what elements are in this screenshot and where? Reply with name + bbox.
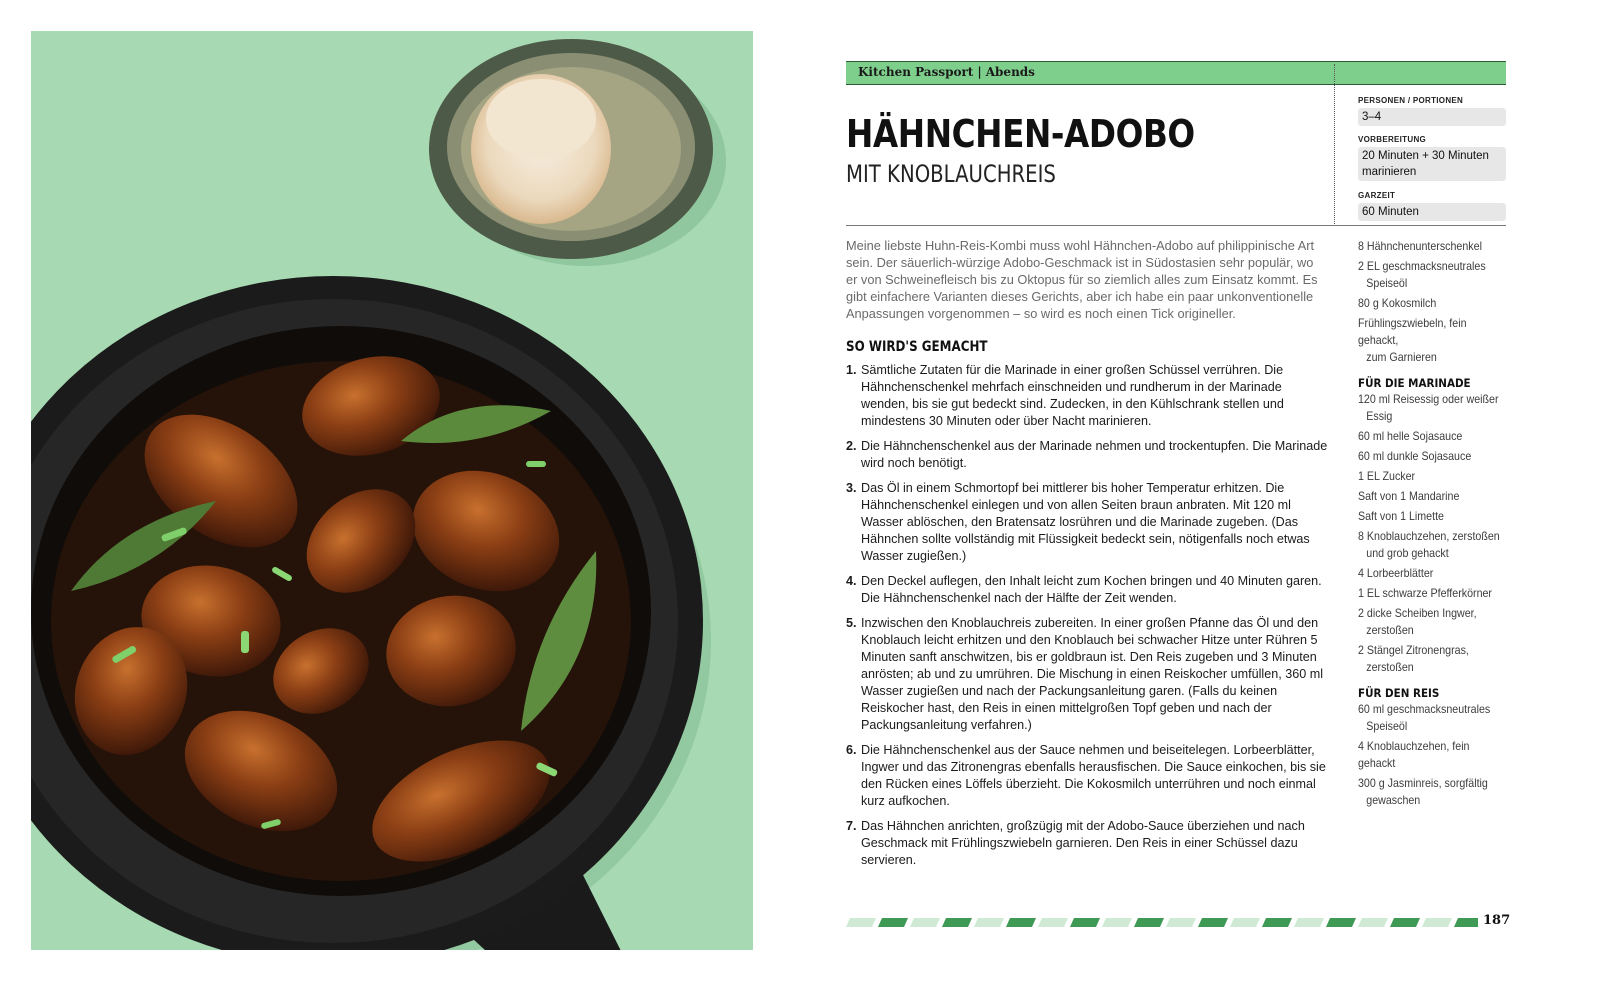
marinade-heading: FÜR DIE MARINADE bbox=[1358, 376, 1471, 390]
meta-servings bbox=[1358, 96, 1506, 126]
ingredient-line: 2 EL geschmacksneutrales bbox=[1358, 260, 1486, 273]
ingredient bbox=[1358, 391, 1507, 425]
ingredient-line-cont: zerstoßen bbox=[1366, 624, 1414, 637]
title-rule bbox=[846, 225, 1506, 226]
meta-cook-label: GARZEIT bbox=[1358, 191, 1396, 200]
ingredient bbox=[1358, 295, 1507, 312]
ingredient-line: 8 Hähnchenunterschenkel bbox=[1358, 240, 1482, 253]
ingredient-line-cont: Essig bbox=[1366, 410, 1393, 423]
rice-heading: FÜR DEN REIS bbox=[1358, 686, 1440, 700]
ingredient bbox=[1358, 701, 1507, 735]
ingredient-line: 80 g Kokosmilch bbox=[1358, 297, 1437, 310]
meta-cook bbox=[1358, 191, 1506, 221]
stripe-segment bbox=[1038, 918, 1068, 927]
recipe-intro: Meine liebste Huhn-Reis-Kombi muss wohl Hähnchen-Adobo auf philippinische Art sein. Der säuerlich-würzige Adobo-Geschmack ist in Südostasien sehr populär, wo er von Schweinefleisch bis zu Oktopus für so ziemlich alles zum Einsatz kommt. Es gibt einfachere Varianten dieses Gerichts, aber ich habe ein paar unkonventionelle Anpassungen vorgenommen – so wird es noch einen Tick origineller. bbox=[846, 238, 1318, 321]
ingredient-line: 60 ml dunkle Sojasauce bbox=[1358, 450, 1472, 463]
stripe-segment bbox=[1454, 918, 1478, 927]
stripe-segment bbox=[1326, 918, 1356, 927]
ingredient bbox=[1358, 585, 1507, 602]
ingredient-line: 4 Lorbeerblätter bbox=[1358, 567, 1434, 580]
photo-illustration bbox=[31, 31, 753, 950]
ingredient bbox=[1358, 258, 1507, 292]
ingredients-list bbox=[1358, 238, 1508, 812]
method-step bbox=[846, 438, 1328, 472]
meta-cook-value: 60 Minuten bbox=[1358, 203, 1506, 221]
ingredient bbox=[1358, 738, 1507, 772]
step-text: Die Hähnchenschenkel aus der Marinade nehmen und trockentupfen. Die Marinade wird noch benötigt. bbox=[861, 439, 1328, 470]
running-header bbox=[846, 61, 1506, 85]
step-number: 2. bbox=[846, 439, 857, 453]
chapter-name: Abends bbox=[985, 65, 1035, 79]
ingredient-line-cont: zerstoßen bbox=[1366, 661, 1414, 674]
stripe-segment bbox=[1198, 918, 1228, 927]
ingredient bbox=[1358, 315, 1507, 366]
meta-servings-value: 3–4 bbox=[1358, 108, 1506, 126]
decorative-stripe-bar bbox=[846, 918, 1478, 927]
ingredient bbox=[1358, 565, 1507, 582]
method-steps bbox=[846, 362, 1328, 877]
ingredient-line: 60 ml geschmacksneutrales bbox=[1358, 703, 1491, 716]
stripe-segment bbox=[1102, 918, 1132, 927]
ingredient-line: 60 ml helle Sojasauce bbox=[1358, 430, 1463, 443]
meta-prep-value: 20 Minuten + 30 Minuten marinieren bbox=[1358, 147, 1506, 181]
stripe-segment bbox=[1294, 918, 1324, 927]
step-number: 3. bbox=[846, 481, 857, 495]
stripe-segment bbox=[1070, 918, 1100, 927]
ingredient bbox=[1358, 468, 1507, 485]
method-step bbox=[846, 818, 1328, 869]
step-text: Inzwischen den Knoblauchreis zubereiten. In einer großen Pfanne das Öl und den Knoblauch leicht erhitzen und den Knoblauch bei schwacher Hitze unter Rühren 5 Minuten sanft anschwitzen, bis er goldbraun ist. Den Reis zugeben und 3 Minuten anrösten; ab und zu umrühren. Die Mischung in einen Reiskocher umfüllen, 360 ml Wasser zugießen und nach der Packungsanleitung garen. (Falls du keinen Reiskocher hast, den Reis in einen mittelgroßen Topf geben und nach der Packungsanleitung verfahren.) bbox=[861, 616, 1324, 732]
ingredient-line-cont: Speiseöl bbox=[1366, 720, 1408, 733]
meta-prep-label: VORBEREITUNG bbox=[1358, 135, 1427, 144]
running-header-text bbox=[858, 65, 1035, 79]
step-text: Sämtliche Zutaten für die Marinade in einer großen Schüssel verrühren. Die Hähnchenschenkel mehrfach einschneiden und rundherum in der Marinade wenden, bis sie gut bedeckt sind. Zudecken, in den Kühlschrank stellen und mindestens 30 Minuten oder über Nacht marinieren. bbox=[861, 363, 1284, 428]
step-number: 7. bbox=[846, 819, 857, 833]
header-separator: | bbox=[977, 65, 982, 79]
recipe-title: HÄHNCHEN-ADOBO bbox=[846, 112, 1195, 156]
stripe-segment bbox=[846, 918, 876, 927]
stripe-segment bbox=[878, 918, 908, 927]
stripe-segment bbox=[910, 918, 940, 927]
ingredient-line-cont: und grob gehackt bbox=[1366, 547, 1449, 560]
ingredient bbox=[1358, 488, 1507, 505]
ingredient-line: Saft von 1 Limette bbox=[1358, 510, 1444, 523]
ingredient-line: 4 Knoblauchzehen, fein gehackt bbox=[1358, 740, 1470, 770]
meta-servings-label: PERSONEN / PORTIONEN bbox=[1358, 96, 1464, 105]
method-step bbox=[846, 480, 1328, 565]
ingredient-line-cont: gewaschen bbox=[1366, 794, 1421, 807]
meta-prep bbox=[1358, 135, 1506, 181]
ingredient-line: 1 EL schwarze Pfefferkörner bbox=[1358, 587, 1492, 600]
ingredient-line-cont: Speiseöl bbox=[1366, 277, 1408, 290]
step-text: Den Deckel auflegen, den Inhalt leicht zum Kochen bringen und 40 Minuten garen. Die Hähnchenschenkel nach der Hälfte der Zeit wenden. bbox=[861, 574, 1322, 605]
stripe-segment bbox=[1230, 918, 1260, 927]
ingredient bbox=[1358, 238, 1507, 255]
meta-divider bbox=[1334, 64, 1335, 224]
ingredient bbox=[1358, 642, 1507, 676]
method-step bbox=[846, 362, 1328, 430]
ingredient bbox=[1358, 605, 1507, 639]
ingredient-line: 300 g Jasminreis, sorgfältig bbox=[1358, 777, 1488, 790]
method-step bbox=[846, 742, 1328, 810]
ingredient-line: 120 ml Reisessig oder weißer bbox=[1358, 393, 1499, 406]
page-number: 187 bbox=[1483, 913, 1511, 928]
stripe-segment bbox=[942, 918, 972, 927]
ingredient bbox=[1358, 448, 1507, 465]
ingredient-line: 1 EL Zucker bbox=[1358, 470, 1416, 483]
stripe-segment bbox=[1166, 918, 1196, 927]
method-step bbox=[846, 615, 1328, 734]
recipe-subtitle: MIT KNOBLAUCHREIS bbox=[846, 160, 1056, 188]
ingredient bbox=[1358, 528, 1507, 562]
step-number: 1. bbox=[846, 363, 857, 377]
step-text: Das Hähnchen anrichten, großzügig mit der Adobo-Sauce überziehen und nach Geschmack mit Frühlingszwiebeln garnieren. Den Reis in einer Schüssel dazu servieren. bbox=[861, 819, 1305, 867]
ingredient bbox=[1358, 428, 1507, 445]
ingredient-line: Saft von 1 Mandarine bbox=[1358, 490, 1460, 503]
stripe-segment bbox=[1390, 918, 1420, 927]
ingredient-line: 8 Knoblauchzehen, zerstoßen bbox=[1358, 530, 1500, 543]
method-step bbox=[846, 573, 1328, 607]
stripe-segment bbox=[1006, 918, 1036, 927]
stripe-segment bbox=[1422, 918, 1452, 927]
stripe-segment bbox=[974, 918, 1004, 927]
book-brand: Kitchen Passport bbox=[858, 65, 974, 79]
ingredient-line: 2 Stängel Zitronengras, bbox=[1358, 644, 1469, 657]
stripe-segment bbox=[1358, 918, 1388, 927]
stripe-segment bbox=[1262, 918, 1292, 927]
step-number: 6. bbox=[846, 743, 857, 757]
step-text: Das Öl in einem Schmortopf bei mittlerer bis hoher Temperatur erhitzen. Die Hähnchenschenkel einlegen und von allen Seiten braun anbraten. Mit 120 ml Wasser ablöschen, den Bratensatz losrühren und die Marinade zugeben. (Das Hähnchen sollte vollständig mit Flüssigkeit bedeckt sein, nötigenfalls noch etwas Wasser zugießen.) bbox=[861, 481, 1310, 563]
stripe-segment bbox=[1134, 918, 1164, 927]
ingredient-line-cont: zum Garnieren bbox=[1366, 351, 1437, 364]
step-number: 4. bbox=[846, 574, 857, 588]
ingredient bbox=[1358, 775, 1507, 809]
step-number: 5. bbox=[846, 616, 857, 630]
recipe-photo bbox=[31, 31, 753, 950]
ingredient-line: 2 dicke Scheiben Ingwer, bbox=[1358, 607, 1477, 620]
method-heading: SO WIRD'S GEMACHT bbox=[846, 339, 988, 355]
ingredient-line: Frühlingszwiebeln, fein gehackt, bbox=[1358, 317, 1467, 347]
step-text: Die Hähnchenschenkel aus der Sauce nehmen und beiseitelegen. Lorbeerblätter, Ingwer und das Zitronengras ebenfalls herausfischen. Die Sauce einkochen, bis sie den Rücken eines Löffels überzieht. Die Kokosmilch unterrühren und noch einmal kurz aufkochen. bbox=[861, 743, 1326, 808]
ingredient bbox=[1358, 508, 1507, 525]
